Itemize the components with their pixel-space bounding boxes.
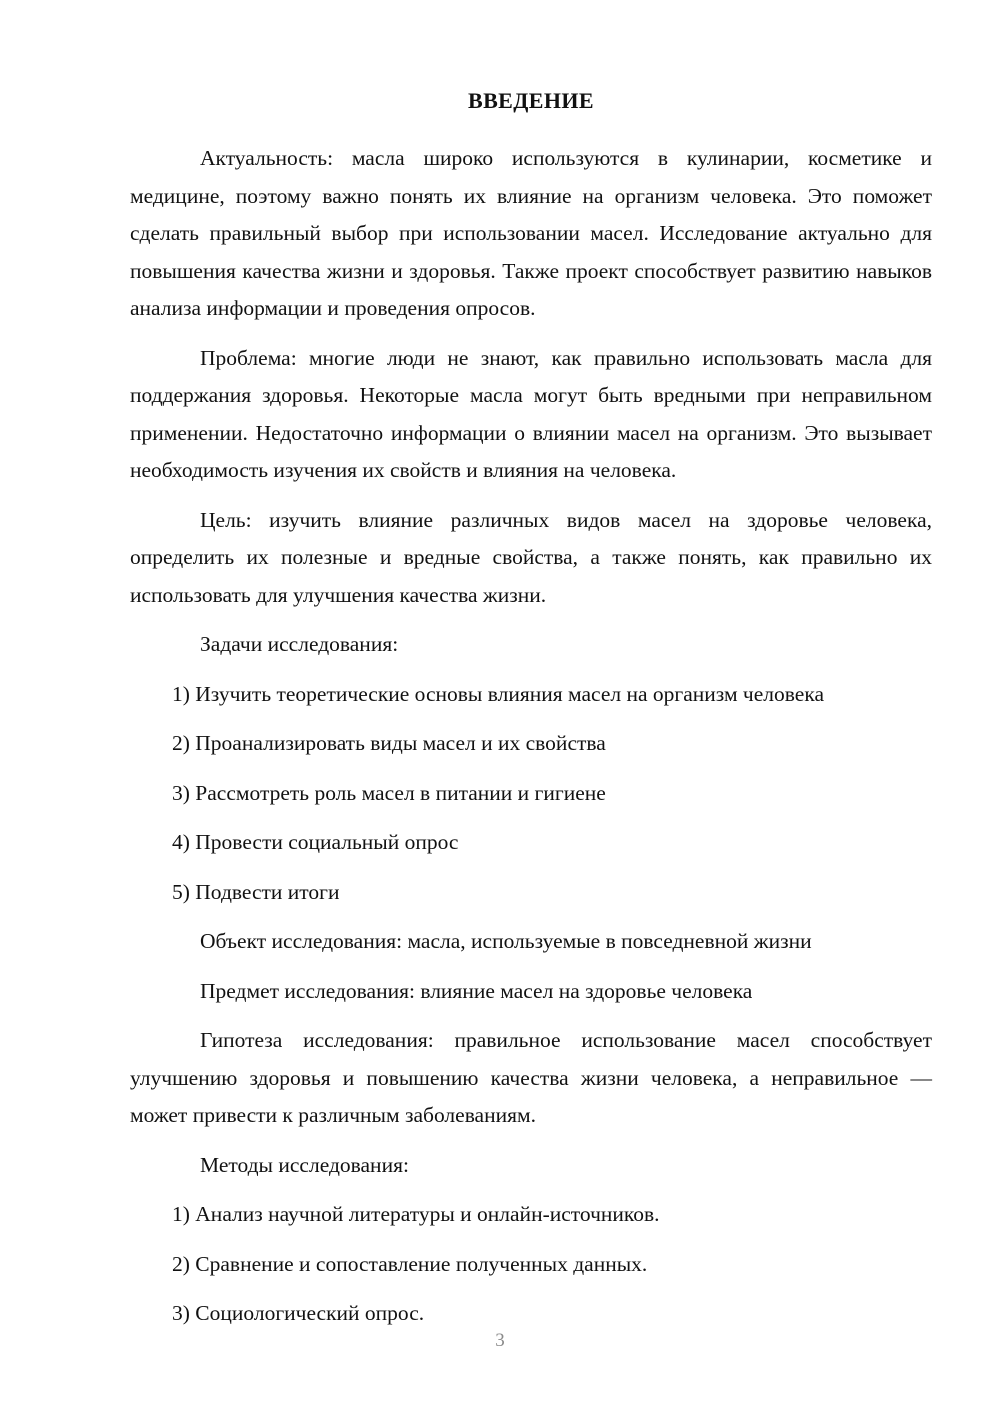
list-item: 1) Изучить теоретические основы влияния масел на организм человека	[172, 681, 824, 706]
heading-methods: Методы исследования:	[200, 1152, 409, 1177]
list-item: 3) Социологический опрос.	[172, 1301, 425, 1326]
page-number: 3	[495, 1330, 505, 1351]
paragraph-goal: Цель: изучить влияние различных видов масел на здоровье человека, определить их полезные и вредные свойства, а также понять, как правильно их использовать для улучшения качества жизни.	[130, 507, 932, 607]
heading-tasks: Задачи исследования:	[200, 632, 399, 657]
list-item: 2) Сравнение и сопоставление полученных данных.	[172, 1251, 648, 1276]
list-item: 4) Провести социальный опрос	[172, 830, 459, 855]
paragraph-problem: Проблема: многие люди не знают, как правильно использовать масла для поддержания здоровья. Некоторые масла могут быть вредными при неправильном применении. Недостаточно информации о влиянии масел на организм. Это вызывает необходимость изучения их свойств и влияния на человека.	[130, 345, 932, 483]
line-object-of-study: Объект исследования: масла, используемые в повседневной жизни	[200, 929, 812, 954]
list-item: 1) Анализ научной литературы и онлайн-источников.	[172, 1202, 660, 1227]
paragraph-hypothesis: Гипотеза исследования: правильное использование масел способствует улучшению здоровья и повышению качества жизни человека, а неправильное — может привести к различным заболеваниям.	[130, 1028, 932, 1128]
paragraph-relevance: Актуальность: масла широко используются в кулинарии, косметике и медицине, поэтому важно понять их влияние на организм человека. Это поможет сделать правильный выбор при использовании масел. Исследование актуально для повышения качества жизни и здоровья. Также проект способствует развитию навыков анализа информации и проведения опросов.	[130, 146, 932, 321]
tasks-list	[130, 676, 932, 912]
document-body	[130, 88, 932, 1345]
list-item: 2) Проанализировать виды масел и их свойства	[172, 731, 606, 756]
line-subject-of-study: Предмет исследования: влияние масел на здоровье человека	[200, 978, 753, 1003]
list-item: 5) Подвести итоги	[172, 879, 340, 904]
list-item: 3) Рассмотреть роль масел в питании и гигиене	[172, 780, 606, 805]
page-title: ВВЕДЕНИЕ	[468, 88, 594, 113]
methods-list	[130, 1196, 932, 1333]
